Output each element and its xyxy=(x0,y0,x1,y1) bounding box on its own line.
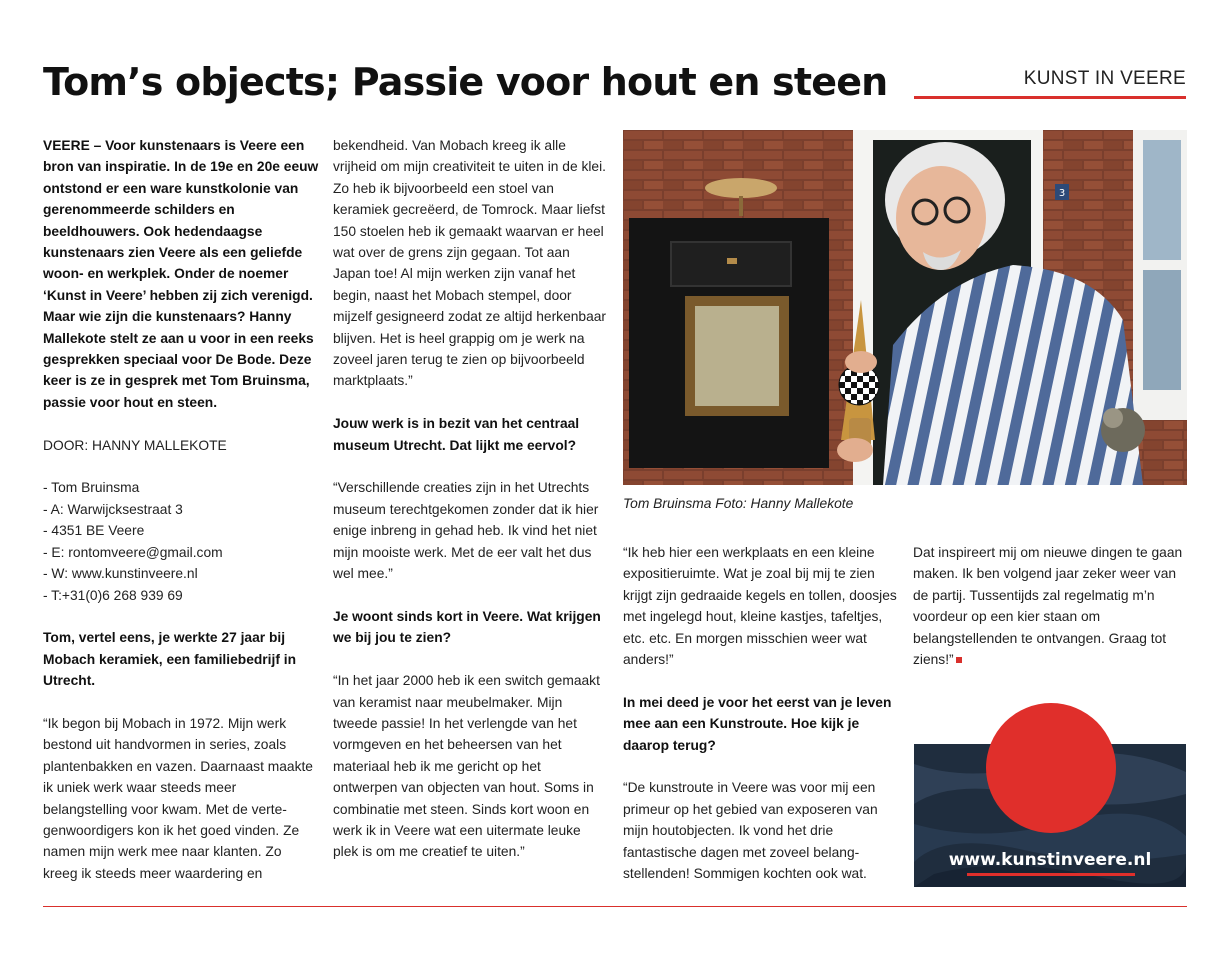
column-1 xyxy=(43,135,319,884)
window-pane xyxy=(1143,270,1181,390)
brass-ornament xyxy=(705,178,777,198)
answer-4: “De kunstroute in Veere was voor mij een primeur op het gebied van exposeren van mijn houtobjecten. Ik vond het drie fantastische dagen met zoveel belang-stellenden! Sommigen kochten ook wat. xyxy=(623,780,878,882)
question-2: Jouw werk is in bezit van het centraal museum Utrecht. Dat lijkt me eervol? xyxy=(333,416,580,453)
answer-3b: “Ik heb hier een werkplaats en een kleine expositieruimte. Wat je zoal bij mij te zien krijgt zijn gedraaide kegels en tollen, doosjes met ingelegd hout, kleine kastjes, tafeltjes, etc. etc. En morgen misschien weer wat anders!” xyxy=(623,545,897,668)
answer-4-continued-text: Dat inspireert mij om nieuwe dingen te gaan maken. Ik ben volgend jaar zeker weer van de partij. Tussentijds zal regelmatig m’n voordeur op een kier staan om belangstellenden te ontvangen. Graag tot ziens!” xyxy=(913,545,1183,668)
column-4 xyxy=(913,542,1187,670)
question-3: Je woont sinds kort in Veere. Wat krijgen we bij jou te zien? xyxy=(333,608,601,646)
question-1: Tom, vertel eens, je werkte 27 jaar bij Mobach keramiek, een familiebedrijf in Utrecht. xyxy=(43,630,297,689)
answer-2: “Verschillende creaties zijn in het Utrechts museum terechtgekomen zonder dat ik hier enige inbreng in gehad heb. Ik vind het niet mijn mooiste werk. Met de eer valt het dus wel mee.” xyxy=(333,480,599,582)
column-3 xyxy=(623,542,899,884)
section-label: KUNST IN VEERE xyxy=(1023,68,1186,89)
question-4: In mei deed je voor het eerst van je leven mee aan een Kunstroute. Hoe kijk je daarop terug? xyxy=(623,694,892,753)
answer-3: “In het jaar 2000 heb ik een switch gemaakt van keramist naar meubelmaker. Mijn tweede passie! In het verlengde van het vormgeven en het beheersen van het materiaal heb ik me gericht op het ontwerpen van objecten van hout. Soms in combinatie met steen. Sinds kort woon en werk ik in Veere wat een uitermate leuke plek is om me creatief te uiten.” xyxy=(333,673,600,860)
answer-1-continued: bekendheid. Van Mobach kreeg ik alle vrijheid om mijn creativiteit te uiten in de klei. Zo heb ik bijvoorbeeld een stoel van keramiek gecreëerd, de Tomrock. Maar liefst 150 stoelen heb ik gemaakt waarvan er heel wat over de grens zijn gegaan. Tot aan Japan toe! Al mijn werken zijn vanaf het begin, naast het Mobach stempel, door mijzelf gesigneerd zodat ze altijd herkenbaar blijven. Het is heel grappig om je werk na zoveel jaren terug te zien op bijvoorbeeld marktplaats.” xyxy=(333,138,607,389)
column-2 xyxy=(333,135,609,863)
cabinet-mirror xyxy=(695,306,779,406)
answer-4-continued xyxy=(913,542,1187,670)
ad-red-circle xyxy=(986,703,1116,833)
contact-address: - A: Warwijcksestraat 3 xyxy=(43,501,183,517)
portrait-photo xyxy=(623,130,1187,485)
section-rule xyxy=(914,96,1186,99)
lead-paragraph: VEERE – Voor kunstenaars is Veere een bron van inspiratie. In de 19e en 20e eeuw ontstond er een ware kunstkolonie van gerenommeerde schilders en beeldhouwers. Ook hedendaagse kunstenaars zien Veere als een geliefde woon- en werkplek. Onder de noemer ‘Kunst in Veere’ hebben zij zich verenigd. Maar wie zijn die kunstenaars? Hanny Mallekote stelt ze aan u voor in een reeks gesprekken speciaal voor De Bode. Deze keer is ze in gesprek met Tom Bruinsma, passie voor hout en steen. xyxy=(43,138,319,410)
ad-url[interactable]: www.kunstinveere.nl xyxy=(948,850,1152,870)
photo-caption: Tom Bruinsma Foto: Hanny Mallekote xyxy=(623,496,854,511)
answer-1: “Ik begon bij Mobach in 1972. Mijn werk bestond uit handvormen in series, zoals plantenbakken en vazen. Daarnaast maakte ik uniek werk waar steeds meer belangstelling voor kwam. Met de verte-genwoordigers kon ik het goed vinden. Ze namen mijn werk mee naar klanten. Zo kreeg ik steeds meer waardering en xyxy=(43,715,313,881)
footer-rule xyxy=(43,906,1187,907)
byline: DOOR: HANNY MALLEKOTE xyxy=(43,437,227,453)
contact-email[interactable]: - E: rontomveere@gmail.com xyxy=(43,544,223,560)
hand xyxy=(837,438,873,462)
contact-phone: - T:+31(0)6 268 939 69 xyxy=(43,587,183,603)
face xyxy=(896,166,986,270)
article-headline: Tom’s objects; Passie voor hout en steen xyxy=(43,60,888,104)
hand xyxy=(845,351,877,373)
end-mark xyxy=(956,657,962,663)
drawer-knob xyxy=(727,258,737,264)
contact-postal: - 4351 BE Veere xyxy=(43,523,145,539)
plant xyxy=(1103,408,1123,428)
ornament-stem xyxy=(739,196,743,216)
house-number: 3 xyxy=(1058,188,1066,199)
window-pane xyxy=(1143,140,1181,260)
contact-name: - Tom Bruinsma xyxy=(43,480,140,496)
contact-website[interactable]: - W: www.kunstinveere.nl xyxy=(43,566,198,582)
ad-underline xyxy=(967,873,1135,876)
